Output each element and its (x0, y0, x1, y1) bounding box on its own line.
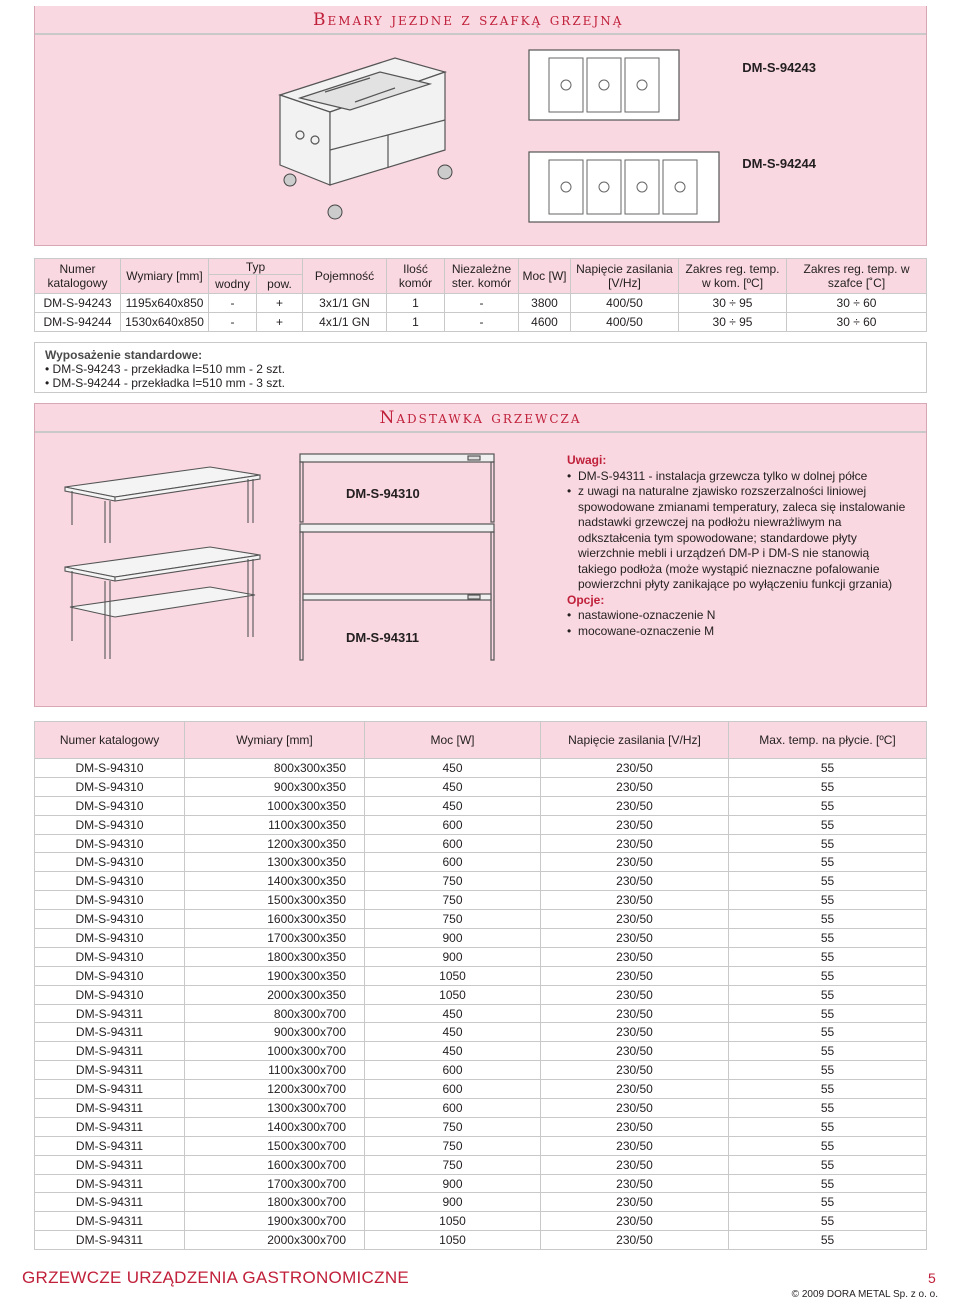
table-cell: 1100x300x700 (185, 1061, 365, 1080)
col-header-niezalezne: Niezależne ster. komór (445, 259, 519, 294)
table-cell: DM-S-94311 (35, 1231, 185, 1250)
table-cell: 750 (365, 1155, 541, 1174)
table-cell: 55 (729, 1212, 927, 1231)
table-cell: 400/50 (571, 313, 679, 332)
table-cell: 55 (729, 1004, 927, 1023)
table-cell: 600 (365, 815, 541, 834)
table-cell: DM-S-94243 (35, 294, 121, 313)
table-cell: 1100x300x350 (185, 815, 365, 834)
col-header-numer: Numer katalogowy (35, 722, 185, 759)
table-row (35, 294, 927, 313)
shelf-94311-illustration (60, 545, 265, 663)
table-row (35, 1212, 927, 1231)
table-cell: DM-S-94310 (35, 910, 185, 929)
table-row (35, 759, 927, 778)
col-header-pojemnosc: Pojemność (303, 259, 387, 294)
table-cell: 4600 (519, 313, 571, 332)
table-cell: 900 (365, 947, 541, 966)
table-cell: 4x1/1 GN (303, 313, 387, 332)
table-cell: 750 (365, 910, 541, 929)
table-cell: 750 (365, 872, 541, 891)
table-cell: 55 (729, 777, 927, 796)
table-row (35, 1117, 927, 1136)
table-cell: DM-S-94311 (35, 1212, 185, 1231)
table-cell: 55 (729, 1042, 927, 1061)
table-cell: 900 (365, 1174, 541, 1193)
col-header-wodny: wodny (209, 275, 257, 294)
option-item: • mocowane-oznaczenie M (567, 624, 907, 640)
table-cell: 750 (365, 1136, 541, 1155)
table-cell: 230/50 (541, 1117, 729, 1136)
table-cell: 1500x300x700 (185, 1136, 365, 1155)
table-cell: 230/50 (541, 1004, 729, 1023)
table-cell: 230/50 (541, 985, 729, 1004)
options-list (567, 608, 907, 639)
table-cell: 55 (729, 891, 927, 910)
table-cell: 1050 (365, 966, 541, 985)
table-cell: 1300x300x350 (185, 853, 365, 872)
table-cell: + (257, 294, 303, 313)
footer-category: GRZEWCZE URZĄDZENIA GASTRONOMICZNE (22, 1268, 410, 1287)
table-row (35, 1061, 927, 1080)
table-row (35, 796, 927, 815)
table-cell: 230/50 (541, 929, 729, 948)
table-cell: 600 (365, 853, 541, 872)
shelf-code-94311: DM-S-94311 (346, 630, 419, 645)
table-cell: 1400x300x350 (185, 872, 365, 891)
table-cell: DM-S-94310 (35, 891, 185, 910)
section-title-bar (35, 6, 926, 35)
table-cell: DM-S-94310 (35, 985, 185, 1004)
table-row (35, 1174, 927, 1193)
table-cell: 230/50 (541, 947, 729, 966)
table-row (35, 985, 927, 1004)
table-cell: 55 (729, 929, 927, 948)
table-cell: DM-S-94310 (35, 796, 185, 815)
table-cell: 1050 (365, 985, 541, 1004)
table-cell: 55 (729, 1174, 927, 1193)
table-cell: DM-S-94310 (35, 872, 185, 891)
table-cell: DM-S-94310 (35, 966, 185, 985)
table-cell: 230/50 (541, 1080, 729, 1099)
table-cell: 2000x300x700 (185, 1231, 365, 1250)
table-cell: 55 (729, 1231, 927, 1250)
table-cell: + (257, 313, 303, 332)
options-heading: Opcje: (567, 592, 605, 607)
table-cell: 1800x300x700 (185, 1193, 365, 1212)
table-row (35, 313, 927, 332)
table-cell: 3x1/1 GN (303, 294, 387, 313)
table-cell: 55 (729, 947, 927, 966)
table-cell: DM-S-94311 (35, 1042, 185, 1061)
table-cell: 55 (729, 853, 927, 872)
table-cell: 1195x640x850 (121, 294, 209, 313)
table-cell: 450 (365, 759, 541, 778)
table-cell: 900x300x350 (185, 777, 365, 796)
col-header-numer: Numer katalogowy (35, 259, 121, 294)
table-cell: DM-S-94311 (35, 1136, 185, 1155)
table-row (35, 966, 927, 985)
table-cell: 230/50 (541, 1042, 729, 1061)
section-title-bar (35, 404, 926, 433)
table-cell: 900 (365, 1193, 541, 1212)
col-header-moc: Moc [W] (365, 722, 541, 759)
col-header-moc: Moc [W] (519, 259, 571, 294)
notes-list (567, 469, 907, 593)
col-header-max-temp: Max. temp. na płycie. [ºC] (729, 722, 927, 759)
table-cell: - (209, 313, 257, 332)
table-cell: 1700x300x350 (185, 929, 365, 948)
table-cell: 230/50 (541, 910, 729, 929)
table-cell: 1000x300x700 (185, 1042, 365, 1061)
equipment-item: • DM-S-94243 - przekładka l=510 mm - 2 szt. (45, 362, 916, 376)
table-cell: 230/50 (541, 1023, 729, 1042)
table-cell: 1530x640x850 (121, 313, 209, 332)
table-cell: 230/50 (541, 815, 729, 834)
table-cell: DM-S-94311 (35, 1174, 185, 1193)
table-row (35, 910, 927, 929)
page-number: 5 (928, 1270, 936, 1286)
equipment-item: • DM-S-94244 - przekładka l=510 mm - 3 szt. (45, 376, 916, 390)
table-cell: DM-S-94310 (35, 929, 185, 948)
table-body (35, 759, 927, 1250)
table-cell: 800x300x350 (185, 759, 365, 778)
table-cell: 1600x300x350 (185, 910, 365, 929)
table-row (35, 947, 927, 966)
table-cell: 1900x300x350 (185, 966, 365, 985)
table-cell: 1200x300x700 (185, 1080, 365, 1099)
table-cell: 600 (365, 1080, 541, 1099)
table-cell: 55 (729, 1023, 927, 1042)
table-cell: 30 ÷ 60 (787, 294, 927, 313)
table-cell: 55 (729, 1117, 927, 1136)
table-cell: DM-S-94310 (35, 815, 185, 834)
section-title: Nadstawka grzewcza (379, 407, 582, 428)
product-code-b: DM-S-94244 (742, 156, 816, 171)
table-row (35, 1193, 927, 1212)
shelf-94310-illustration (60, 465, 265, 547)
table-row (35, 891, 927, 910)
table-row (35, 1042, 927, 1061)
table-cell: 450 (365, 796, 541, 815)
note-item: • DM-S-94311 - instalacja grzewcza tylko w dolnej półce (567, 469, 907, 485)
table-row (35, 834, 927, 853)
table-cell: 55 (729, 985, 927, 1004)
table-row (35, 1155, 927, 1174)
table-cell: DM-S-94311 (35, 1004, 185, 1023)
notes-block (567, 453, 907, 639)
table-cell: 30 ÷ 95 (679, 294, 787, 313)
equipment-heading: Wyposażenie standardowe: (45, 348, 203, 362)
table-cell: 600 (365, 834, 541, 853)
table-cell: 55 (729, 910, 927, 929)
col-header-zakres-szafka: Zakres reg. temp. w szafce [˚C] (787, 259, 927, 294)
table-cell: 30 ÷ 95 (679, 313, 787, 332)
table-cell: 1050 (365, 1231, 541, 1250)
table-cell: 1500x300x350 (185, 891, 365, 910)
table-cell: DM-S-94310 (35, 853, 185, 872)
standard-equipment-box (34, 342, 927, 393)
table-cell: 600 (365, 1061, 541, 1080)
table-cell: 230/50 (541, 834, 729, 853)
table-cell: 230/50 (541, 966, 729, 985)
note-item: • z uwagi na naturalne zjawisko rozszerzalności liniowej spowodowane zmianami temperatury, zaleca się instalowanie nadstawki grzewczej na podłożu niewrażliwym na odkształcenia tym spowodowane; standardowe płyty wierzchnie mebli i urządzeń DM-P i DM-S nie stanowią takiego podłoża (może wystąpić nieznaczne pofalowanie powierzchni płyty zanikające po wyłączeniu funkcji grzania) (567, 484, 907, 593)
table-cell: 230/50 (541, 891, 729, 910)
section-bemary (34, 6, 927, 246)
top-view-94243 (525, 46, 685, 124)
table-cell: DM-S-94311 (35, 1117, 185, 1136)
table-cell: 230/50 (541, 1099, 729, 1118)
table-cell: DM-S-94311 (35, 1193, 185, 1212)
table-cell: 230/50 (541, 777, 729, 796)
table-cell: 230/50 (541, 1231, 729, 1250)
table-cell: DM-S-94310 (35, 759, 185, 778)
table-row (35, 929, 927, 948)
section-title: Bemary jezdne z szafką grzejną (313, 9, 624, 30)
table-cell: 1200x300x350 (185, 834, 365, 853)
table-cell: 55 (729, 1080, 927, 1099)
table-cell: 450 (365, 1042, 541, 1061)
footer-copyright: © 2009 DORA METAL Sp. z o. o. (791, 1289, 938, 1300)
table-cell: 1900x300x700 (185, 1212, 365, 1231)
table-cell: 600 (365, 1099, 541, 1118)
table-cell: 55 (729, 1136, 927, 1155)
table-cell: 30 ÷ 60 (787, 313, 927, 332)
table-cell: 750 (365, 891, 541, 910)
table-cell: DM-S-94310 (35, 947, 185, 966)
table-cell: 1400x300x700 (185, 1117, 365, 1136)
shelf-code-94310: DM-S-94310 (346, 486, 420, 501)
table-cell: 230/50 (541, 1193, 729, 1212)
notes-heading: Uwagi: (567, 453, 607, 467)
table-cell: 55 (729, 1061, 927, 1080)
table-row (35, 1231, 927, 1250)
table-cell: DM-S-94310 (35, 834, 185, 853)
table-cell: DM-S-94310 (35, 777, 185, 796)
table-cell: 55 (729, 759, 927, 778)
table-cell: 900 (365, 929, 541, 948)
table-row (35, 872, 927, 891)
col-header-pow: pow. (257, 275, 303, 294)
table-row (35, 1080, 927, 1099)
table-cell: 1300x300x700 (185, 1099, 365, 1118)
table-cell: DM-S-94244 (35, 313, 121, 332)
table-cell: 55 (729, 1193, 927, 1212)
bemar-cart-illustration (270, 40, 470, 225)
table-cell: 230/50 (541, 1136, 729, 1155)
col-header-wymiary: Wymiary [mm] (121, 259, 209, 294)
spec-table-bemary (34, 258, 927, 332)
table-cell: 230/50 (541, 853, 729, 872)
col-header-typ: Typ (209, 259, 303, 275)
table-row (35, 815, 927, 834)
spec-table-nadstawka (34, 721, 927, 1250)
table-cell: 2000x300x350 (185, 985, 365, 1004)
table-cell: - (209, 294, 257, 313)
table-cell: 230/50 (541, 1155, 729, 1174)
table-cell: 55 (729, 1099, 927, 1118)
table-cell: 1800x300x350 (185, 947, 365, 966)
col-header-napiecie: Napięcie zasilania [V/Hz] (541, 722, 729, 759)
table-row (35, 1004, 927, 1023)
table-row (35, 853, 927, 872)
table-cell: - (445, 294, 519, 313)
table-row (35, 1136, 927, 1155)
table-cell: DM-S-94311 (35, 1155, 185, 1174)
table-cell: 1 (387, 313, 445, 332)
table-cell: 3800 (519, 294, 571, 313)
table-cell: 1700x300x700 (185, 1174, 365, 1193)
option-item: • nastawione-oznaczenie N (567, 608, 907, 624)
table-cell: 230/50 (541, 796, 729, 815)
table-cell: 230/50 (541, 872, 729, 891)
table-cell: 55 (729, 796, 927, 815)
col-header-zakres-komory: Zakres reg. temp. w kom. [ºC] (679, 259, 787, 294)
table-cell: DM-S-94311 (35, 1080, 185, 1099)
product-code-a: DM-S-94243 (742, 60, 816, 75)
table-cell: 450 (365, 1004, 541, 1023)
col-header-ilosc: Ilość komór (387, 259, 445, 294)
table-cell: 230/50 (541, 759, 729, 778)
table-cell: 230/50 (541, 1212, 729, 1231)
table-cell: 230/50 (541, 1174, 729, 1193)
table-cell: 750 (365, 1117, 541, 1136)
top-view-94244 (525, 148, 725, 226)
table-cell: 450 (365, 777, 541, 796)
table-cell: 450 (365, 1023, 541, 1042)
table-cell: 400/50 (571, 294, 679, 313)
table-cell: 800x300x700 (185, 1004, 365, 1023)
table-cell: DM-S-94311 (35, 1023, 185, 1042)
table-cell: 1600x300x700 (185, 1155, 365, 1174)
table-cell: 1050 (365, 1212, 541, 1231)
table-cell: 55 (729, 872, 927, 891)
col-header-napiecie: Napięcie zasilania [V/Hz] (571, 259, 679, 294)
col-header-wymiary: Wymiary [mm] (185, 722, 365, 759)
table-cell: 900x300x700 (185, 1023, 365, 1042)
table-row (35, 1023, 927, 1042)
table-cell: 55 (729, 1155, 927, 1174)
table-cell: - (445, 313, 519, 332)
table-cell: DM-S-94311 (35, 1061, 185, 1080)
table-cell: 230/50 (541, 1061, 729, 1080)
table-cell: 1000x300x350 (185, 796, 365, 815)
table-row (35, 1099, 927, 1118)
table-row (35, 777, 927, 796)
table-cell: DM-S-94311 (35, 1099, 185, 1118)
table-cell: 55 (729, 834, 927, 853)
table-cell: 1 (387, 294, 445, 313)
table-cell: 55 (729, 966, 927, 985)
table-cell: 55 (729, 815, 927, 834)
